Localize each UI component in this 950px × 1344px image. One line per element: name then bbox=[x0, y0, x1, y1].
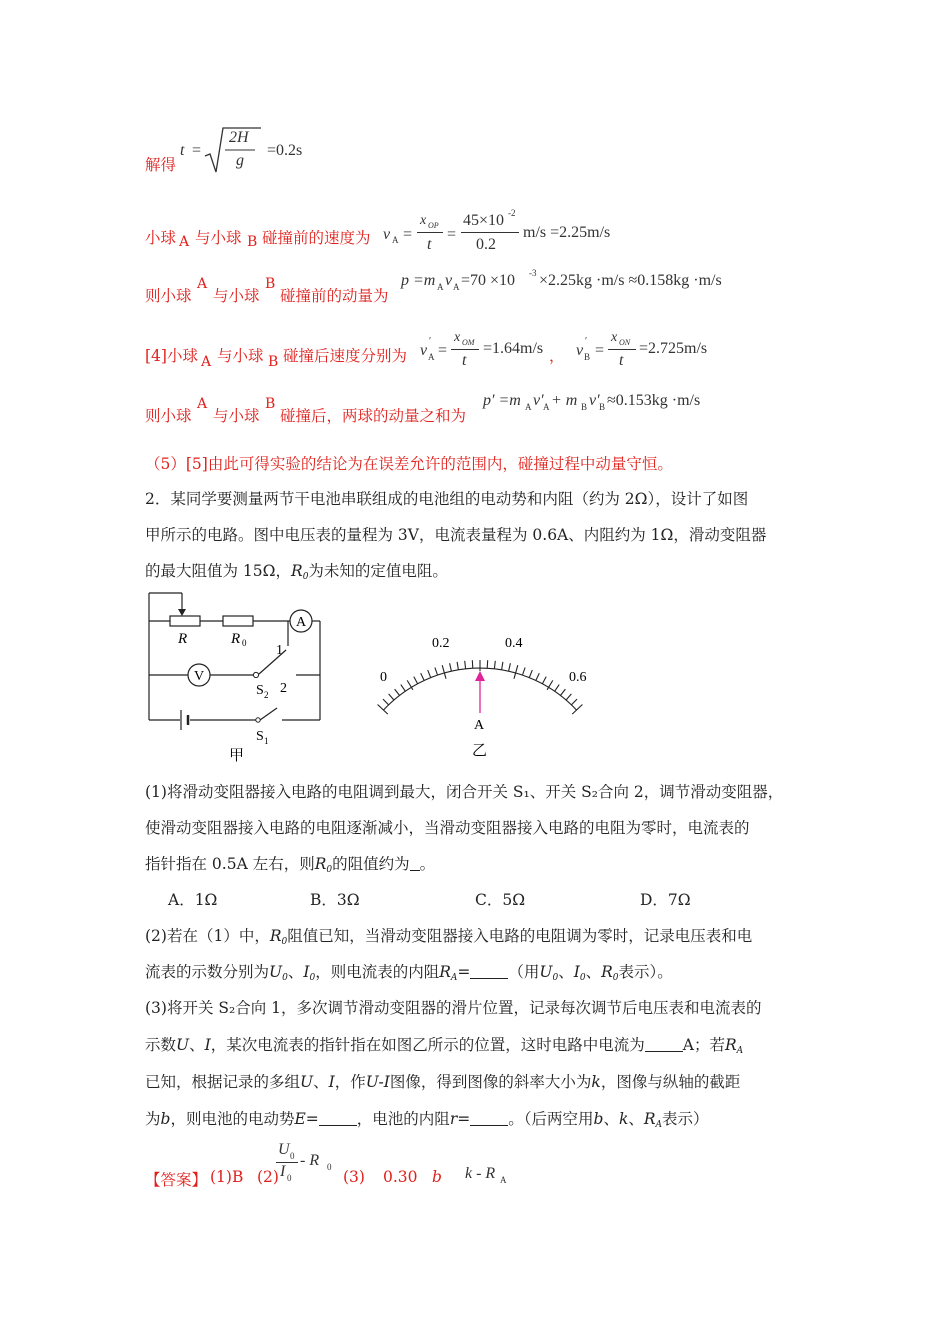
text: （用 bbox=[508, 963, 540, 981]
dial-tick bbox=[572, 705, 582, 715]
answer-label: 【答案】 bbox=[145, 1171, 208, 1189]
answer-1: (1)B bbox=[210, 1168, 244, 1186]
eq: = bbox=[595, 342, 605, 359]
p3-line-1: (3)将开关 S₂合向 1，多次调节滑动变阻器的滑片位置，记录每次调节后电压表和电流表的 bbox=[145, 999, 762, 1017]
sub: B bbox=[581, 402, 588, 412]
text: 指针指在 0.5A 左右，则 bbox=[145, 855, 315, 873]
dial-tick bbox=[465, 661, 466, 669]
dial-tick bbox=[555, 685, 560, 692]
sol-label: 解得 bbox=[145, 156, 177, 174]
var-v: v bbox=[445, 272, 453, 289]
answer-2-label: (2) bbox=[257, 1168, 279, 1186]
var-U: U bbox=[176, 1036, 190, 1054]
text: 示数 bbox=[145, 1036, 177, 1054]
ammeter-label: A bbox=[295, 615, 307, 630]
rheostat-R bbox=[170, 616, 200, 626]
var-k: k bbox=[618, 1110, 629, 1128]
answer-frac-den: I bbox=[280, 1163, 286, 1180]
text: 阻值已知，当滑动变阻器接入电路的电阻调为零时，记录电压表和电 bbox=[287, 927, 753, 945]
frac-den: t bbox=[462, 352, 467, 369]
frac-num-sub: OP bbox=[428, 221, 439, 230]
text: 、 bbox=[628, 1110, 644, 1128]
sup: -3 bbox=[529, 268, 537, 278]
circuit-diagram bbox=[140, 588, 340, 763]
dial-tick bbox=[450, 663, 452, 671]
result: =1.64m/s bbox=[483, 340, 544, 357]
text: 、 bbox=[189, 1036, 205, 1054]
tick-label-0.2: 0.2 bbox=[432, 636, 450, 651]
text: 、 bbox=[603, 1110, 619, 1128]
dial-tick bbox=[383, 699, 389, 705]
answer-frac-num: U bbox=[278, 1141, 290, 1158]
sub: 0 bbox=[309, 973, 316, 983]
frac-num: x bbox=[611, 330, 618, 345]
var-U: U bbox=[269, 963, 283, 981]
sub: 0 bbox=[281, 937, 288, 947]
dial-tick bbox=[457, 662, 458, 670]
label-R0-sub: 0 bbox=[242, 638, 247, 648]
sub: 0 bbox=[579, 973, 586, 983]
var-R: R bbox=[269, 927, 282, 945]
ball-a: A bbox=[197, 276, 208, 292]
text: ，则电池的电动势 bbox=[170, 1110, 295, 1128]
dial-tick bbox=[494, 661, 495, 669]
text: = bbox=[457, 1110, 471, 1128]
dial-tick bbox=[389, 694, 394, 700]
dial-tick bbox=[514, 665, 518, 679]
label-S2: S bbox=[256, 683, 264, 698]
text: 为未知的定值电阻。 bbox=[308, 562, 448, 580]
dial-tick bbox=[529, 670, 532, 678]
text: 的最大阻值为 15Ω， bbox=[145, 562, 292, 580]
dial-tick bbox=[542, 677, 546, 684]
eq: = bbox=[438, 342, 448, 359]
ball-a: A bbox=[197, 396, 208, 412]
sub: 0 bbox=[302, 572, 309, 582]
dial-tick bbox=[472, 660, 473, 668]
text: 与小球 bbox=[217, 347, 264, 365]
comma: ， bbox=[549, 347, 565, 365]
text: 与小球 bbox=[213, 407, 260, 425]
text: 、 bbox=[313, 1073, 329, 1091]
caption-yi: 乙 bbox=[472, 743, 488, 759]
dial-tick bbox=[401, 685, 406, 692]
sub: 0 bbox=[327, 1162, 332, 1172]
dial-tick bbox=[509, 663, 511, 671]
tick-label-0.6: 0.6 bbox=[569, 670, 587, 685]
dial-tick bbox=[428, 670, 431, 678]
answer-minus-r0: - R bbox=[300, 1152, 320, 1169]
sub: A bbox=[392, 235, 399, 245]
text: 流表的示数分别为 bbox=[145, 963, 270, 981]
var-v: v bbox=[576, 342, 584, 359]
answer-3-emf: b bbox=[432, 1168, 442, 1186]
p2-line-2 bbox=[145, 960, 673, 983]
option-B[interactable]: B．3Ω bbox=[310, 891, 360, 909]
var-b: b bbox=[593, 1110, 604, 1128]
eq: = bbox=[447, 226, 457, 243]
dial-tick bbox=[378, 705, 388, 715]
answer-blank[interactable] bbox=[470, 1113, 508, 1126]
sol-conclusion: （5）[5]由此可得实验的结论为在误差允许的范围内，碰撞过程中动量守恒。 bbox=[145, 455, 673, 473]
caption-jia: 甲 bbox=[229, 748, 245, 763]
dial-tick bbox=[523, 668, 526, 676]
ammeter-dial bbox=[370, 625, 600, 765]
pointer-arrow-icon bbox=[475, 671, 485, 681]
var-t: t bbox=[180, 142, 185, 159]
dial-tick bbox=[435, 668, 438, 676]
text: 表示）。 bbox=[618, 963, 673, 981]
answer-blank[interactable] bbox=[645, 1039, 683, 1052]
dial-tick bbox=[536, 673, 539, 680]
ball-a: A bbox=[179, 234, 190, 250]
p3-line-2 bbox=[145, 1033, 743, 1056]
eq: = bbox=[403, 226, 413, 243]
label-S2-sub: 2 bbox=[264, 690, 269, 700]
sub: A bbox=[428, 352, 435, 362]
q2-line-2: 甲所示的电路。图中电压表的量程为 3V，电流表量程为 0.6A、内阻约为 1Ω，滑动变阻器 bbox=[145, 526, 767, 544]
frac-den: t bbox=[427, 236, 432, 253]
text: 碰撞前的速度为 bbox=[262, 229, 371, 247]
p2-line-1 bbox=[145, 924, 752, 947]
sub: 0 bbox=[287, 1173, 292, 1183]
text: 的阻值约为 bbox=[332, 855, 410, 873]
p3-line-3 bbox=[145, 1070, 740, 1092]
label-S1-sub: 1 bbox=[264, 736, 269, 746]
option-D[interactable]: D．7Ω bbox=[640, 891, 691, 909]
label-pos2: 2 bbox=[280, 681, 287, 696]
var-v: v bbox=[420, 342, 428, 359]
sub: A bbox=[450, 973, 458, 983]
var-I: I bbox=[328, 1073, 335, 1091]
var-I: I bbox=[204, 1036, 211, 1054]
sub: 0 bbox=[326, 865, 333, 875]
text: (2)若在（1）中， bbox=[145, 927, 270, 945]
result: ≈0.153kg ·m/s bbox=[607, 392, 701, 409]
result: m/s =2.25m/s bbox=[523, 224, 611, 241]
text: 、 bbox=[287, 963, 304, 981]
ball-b: B bbox=[247, 234, 258, 250]
text: ，图像与纵轴的截距 bbox=[600, 1073, 741, 1091]
text: 小球 bbox=[145, 229, 177, 247]
text: ，作 bbox=[334, 1073, 366, 1091]
label-R: R bbox=[178, 631, 188, 647]
text: 碰撞后，两球的动量之和为 bbox=[280, 407, 467, 425]
expr: + m bbox=[551, 392, 578, 409]
ball-b: B bbox=[265, 276, 276, 292]
sub: A bbox=[437, 282, 444, 292]
sub: A bbox=[525, 402, 532, 412]
text: 表示） bbox=[662, 1110, 709, 1128]
p1-line-2: 使滑动变阻器接入电路的电阻逐渐减小，当滑动变阻器接入电路的电阻为零时，电流表的 bbox=[145, 819, 750, 837]
text: 碰撞后速度分别为 bbox=[283, 347, 408, 365]
text: 与小球 bbox=[195, 229, 242, 247]
var-b: b bbox=[160, 1110, 171, 1128]
var-v: v bbox=[383, 226, 391, 243]
dial-tick bbox=[487, 660, 488, 668]
dial-tick bbox=[421, 673, 424, 680]
frac-num-sub: ON bbox=[619, 338, 631, 347]
slider-arrow-icon bbox=[178, 609, 186, 616]
text: ，电池的内阻 bbox=[356, 1110, 450, 1128]
var-I: I bbox=[573, 963, 580, 981]
sub: 0 bbox=[282, 973, 288, 983]
result-t: =0.2s bbox=[267, 142, 303, 159]
answer-blank[interactable] bbox=[470, 966, 508, 979]
frac-den: t bbox=[619, 352, 624, 369]
var-E: E bbox=[294, 1110, 306, 1128]
dial-tick bbox=[561, 689, 566, 695]
answer-3-label: (3) bbox=[343, 1168, 365, 1186]
sub: 0 bbox=[612, 973, 619, 983]
prime: ′ bbox=[429, 336, 432, 347]
var-R: R bbox=[724, 1036, 737, 1054]
var-v: v′ bbox=[533, 392, 544, 409]
answer-blank[interactable] bbox=[410, 858, 420, 871]
dial-tick bbox=[395, 689, 400, 695]
p1-line-3 bbox=[145, 852, 435, 875]
sub: 0 bbox=[552, 973, 559, 983]
text: 则小球 bbox=[145, 287, 192, 305]
pointer-label: A bbox=[474, 718, 485, 733]
sub: A bbox=[736, 1046, 744, 1056]
frac-num: 45×10 bbox=[463, 212, 505, 229]
answer-3-current: 0.30 bbox=[383, 1168, 418, 1186]
var-I: I bbox=[303, 963, 310, 981]
p3-line-4 bbox=[145, 1107, 709, 1130]
sub: A bbox=[500, 1175, 507, 1185]
text: ，某次电流表的指针指在如图乙所示的位置，这时电路中电流为 bbox=[210, 1036, 645, 1054]
option-A[interactable]: A．1Ω bbox=[168, 891, 218, 909]
text: 图像，得到图像的斜率大小为 bbox=[389, 1073, 592, 1091]
expr: =70 ×10 bbox=[461, 272, 516, 289]
ball-a: A bbox=[201, 354, 212, 370]
text: 与小球 bbox=[213, 287, 260, 305]
label-pos1: 1 bbox=[276, 643, 283, 658]
var-v: v′ bbox=[589, 392, 600, 409]
label-R0: R bbox=[231, 631, 241, 647]
expr: p′ =m bbox=[483, 392, 521, 409]
text: = bbox=[305, 1110, 319, 1128]
dial-tick bbox=[566, 694, 571, 700]
text: ，则电流表的内阻 bbox=[315, 963, 440, 981]
text: 。 bbox=[419, 855, 436, 873]
q2-line-1: 2．某同学要测量两节干电池串联组成的电池组的电动势和内阻（约为 2Ω），设计了如图 bbox=[145, 490, 749, 508]
answer-3-resistance: k - R bbox=[465, 1165, 496, 1182]
ball-b: B bbox=[265, 396, 276, 412]
sub: 0 bbox=[290, 1151, 295, 1161]
voltmeter-label: V bbox=[193, 669, 205, 684]
text: 碰撞前的动量为 bbox=[280, 287, 389, 305]
p1-line-1: (1)将滑动变阻器接入电路的电阻调到最大，闭合开关 S₁、开关 S₂合向 2，调节滑动变阻器， bbox=[145, 783, 784, 801]
answer-blank[interactable] bbox=[319, 1113, 357, 1126]
dial-tick bbox=[502, 662, 503, 670]
var-r: r bbox=[449, 1110, 458, 1128]
dial-tick bbox=[442, 665, 446, 679]
var-R: R bbox=[439, 963, 451, 981]
sub: B bbox=[599, 402, 606, 412]
text: 、 bbox=[558, 963, 574, 981]
var-U: U bbox=[539, 963, 553, 981]
result: =2.725m/s bbox=[639, 340, 708, 357]
ball-b: B bbox=[268, 354, 279, 370]
var-UI: U-I bbox=[365, 1073, 390, 1091]
frac-num: x bbox=[420, 213, 427, 228]
var-R: R bbox=[314, 855, 327, 873]
sub: A bbox=[543, 402, 550, 412]
var-R: R bbox=[291, 562, 303, 580]
text: 、 bbox=[585, 963, 602, 981]
label-S1: S bbox=[256, 729, 264, 744]
sub: B bbox=[584, 352, 591, 362]
dial-tick bbox=[572, 699, 578, 705]
text: 则小球 bbox=[145, 407, 192, 425]
sqrt-num: 2H bbox=[229, 129, 249, 146]
text: 已知，根据记录的多组 bbox=[145, 1073, 301, 1091]
expr: ×2.25kg ·m/s ≈0.158kg ·m/s bbox=[539, 272, 722, 289]
frac-num: x bbox=[454, 330, 461, 345]
option-C[interactable]: C．5Ω bbox=[475, 891, 526, 909]
dial-tick bbox=[414, 677, 418, 684]
frac-num-sub: OM bbox=[462, 338, 475, 347]
var-k: k bbox=[591, 1073, 601, 1091]
eq-sign: = bbox=[192, 142, 202, 159]
resistor-R0 bbox=[223, 616, 253, 626]
sub: A bbox=[453, 282, 460, 292]
var-U: U bbox=[300, 1073, 314, 1091]
sub: A bbox=[655, 1120, 663, 1130]
text: [4]小球 bbox=[145, 347, 198, 365]
tick-label-0.4: 0.4 bbox=[505, 636, 523, 651]
expr: p =m bbox=[401, 272, 436, 289]
var-R: R bbox=[601, 963, 613, 981]
sqrt-den: g bbox=[236, 152, 244, 169]
text: A；若 bbox=[682, 1036, 725, 1054]
prime: ′ bbox=[585, 336, 588, 347]
text: 为 bbox=[145, 1110, 161, 1128]
tick-label-0: 0 bbox=[380, 670, 387, 685]
var-R: R bbox=[643, 1110, 656, 1128]
q2-line-3 bbox=[145, 559, 448, 582]
frac-den: 0.2 bbox=[476, 236, 496, 253]
text: 。（后两空用 bbox=[508, 1110, 594, 1128]
switch-S1-blade bbox=[260, 708, 277, 720]
text: = bbox=[457, 963, 471, 981]
sup: -2 bbox=[508, 208, 516, 218]
